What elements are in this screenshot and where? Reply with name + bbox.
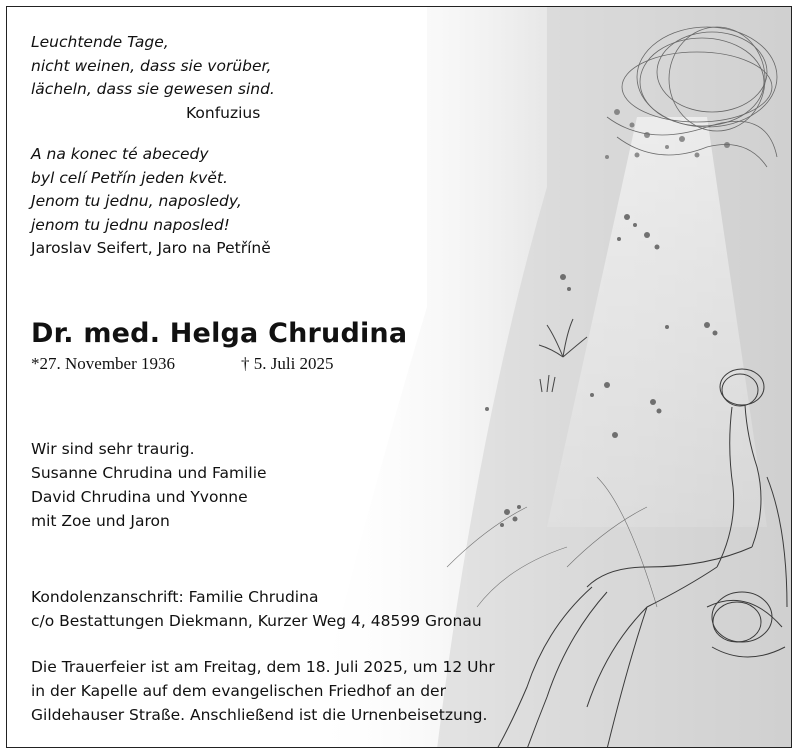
quote-author: Konfuzius	[186, 103, 261, 122]
service-info	[31, 655, 495, 727]
life-dates	[31, 354, 334, 374]
quote-line: nicht weinen, dass sie vorüber,	[31, 56, 272, 75]
service-line: Die Trauerfeier ist am Freitag, dem 18. Juli 2025, um 12 Uhr	[31, 658, 495, 676]
address-line: Kondolenzanschrift: Familie Chrudina	[31, 588, 319, 606]
death-date: † 5. Juli 2025	[241, 354, 334, 373]
quote-line: A na konec té abecedy	[31, 145, 209, 163]
obituary-card	[6, 6, 792, 748]
quote-line: Leuchtende Tage,	[31, 33, 169, 51]
quote-line: lächeln, dass sie gewesen sind.	[31, 80, 275, 98]
quote-seifert	[31, 143, 271, 261]
mourner-line: mit Zoe und Jaron	[31, 512, 170, 530]
service-line: Gildehauser Straße. Anschließend ist die Urnenbeisetzung.	[31, 706, 488, 724]
mourner-line: David Chrudina und Yvonne	[31, 488, 248, 506]
mourner-line: Susanne Chrudina und Familie	[31, 464, 267, 482]
deceased-name: Dr. med. Helga Chrudina	[31, 318, 408, 349]
quote-konfuzius	[31, 31, 275, 125]
address-line: c/o Bestattungen Diekmann, Kurzer Weg 4, 48599 Gronau	[31, 612, 482, 630]
condolence-address	[31, 585, 482, 633]
birth-date: *27. November 1936	[31, 354, 176, 373]
mourners-list	[31, 437, 267, 533]
quote-line: Jenom tu jednu, naposledy,	[31, 192, 242, 210]
quote-author: Jaroslav Seifert, Jaro na Petříně	[31, 239, 271, 257]
service-line: in der Kapelle auf dem evangelischen Friedhof an der	[31, 682, 446, 700]
quote-line: jenom tu jednu naposled!	[31, 215, 230, 234]
mourner-line: Wir sind sehr traurig.	[31, 440, 195, 458]
quote-line: byl celí Petřín jeden květ.	[31, 168, 228, 187]
